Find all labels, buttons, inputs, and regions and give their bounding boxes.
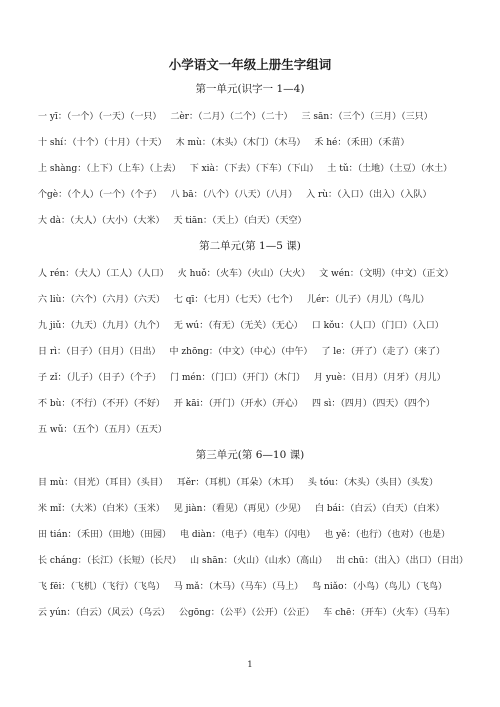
word-line [38, 187, 478, 200]
character-entry: 车 chē：（开车）（火车）（马车） [323, 608, 455, 618]
word-line [38, 344, 478, 357]
character-entry: 也 yě：（也行）（也对）（也是） [324, 530, 450, 540]
character-entry: 长 cháng：（长江）（长短）（长尺） [38, 556, 182, 566]
character-entry: 大 dà：（大人）（大小）（大米） [38, 216, 165, 226]
character-entry: 鸟 niǎo：（小鸟）（鸟儿）（飞鸟） [312, 582, 447, 592]
character-entry: 飞 fēi：（飞机）（飞行）（飞鸟） [38, 582, 165, 592]
character-entry: 马 mǎ：（木马）（马车）（马上） [173, 582, 304, 592]
character-entry: 开 kāi：（开门）（开水）（开心） [173, 399, 303, 409]
character-entry: 土 tǔ：（土地）（土豆）（水土） [327, 164, 453, 174]
word-line [38, 266, 478, 279]
character-entry: 田 tián：（禾田）（田地）（田园） [38, 530, 172, 540]
word-line [38, 475, 478, 488]
character-entry: 公gōng：（公平）（公开）（公正） [179, 608, 315, 618]
word-line [38, 292, 478, 305]
character-entry: 儿ér：（儿子）（月儿）（鸟儿） [306, 295, 430, 305]
character-entry: 火 huǒ：（火车）（火山）（大火） [177, 269, 311, 279]
word-line [38, 605, 478, 618]
character-entry: 无 wú：（有无）（无关）（无心） [173, 321, 303, 331]
character-entry: 目 mù：（目光）（耳目）（头目） [38, 478, 168, 488]
character-entry: 门 mén：（门口）（开门）（木门） [169, 373, 306, 383]
character-entry: 六 liù：（六个）（六月）（六天） [38, 295, 165, 305]
unit-heading: 第二单元(第 1—5 课) [199, 240, 301, 252]
character-entry: 不 bù：（不行）（不开）（不好） [38, 399, 165, 409]
word-line [38, 527, 478, 540]
word-line [38, 161, 478, 174]
character-entry: 口 kǒu：（人口）（门口）（入口） [311, 321, 444, 331]
character-entry: 云 yún：（白云）（风云）（乌云） [38, 608, 171, 618]
character-entry: 五 wǔ：（五个）（五月）（五天） [38, 425, 167, 435]
character-entry: 山 shān：（火山）（山水）（高山） [190, 556, 328, 566]
character-entry: 八 bā：（八个）（八天）（八月） [170, 190, 298, 200]
document-title: 小学语文一年级上册生字组词 [168, 57, 332, 72]
character-entry: 耳ěr：（耳机）（耳朵）（木耳） [176, 478, 299, 488]
character-entry: 七 qī：（七月）（七天）（七个） [173, 295, 298, 305]
character-entry: 日 rì：（日子）（日月）（日出） [38, 347, 161, 357]
character-entry: 三 sān：（三个）（三月）（三只） [301, 112, 433, 122]
character-entry: 九 jiǔ：（九天）（九月）（九个） [38, 321, 165, 331]
character-entry: 见 jiàn：（看见）（再见）（少见） [173, 504, 306, 514]
character-entry: 人 rén：（大人）（工人）（人口） [38, 269, 169, 279]
character-entry: 上 shàng：（上下）（上车）（上去） [38, 164, 181, 174]
character-entry: 下 xià：（下去）（下车）（下山） [189, 164, 319, 174]
word-line [38, 553, 478, 566]
character-entry: 一 yī：（一个）（一天）（一只） [38, 112, 162, 122]
word-line [38, 396, 478, 409]
page-number: 1 [247, 660, 253, 670]
word-line [38, 370, 478, 383]
character-entry: 二èr：（二月）（二个）（二十） [170, 112, 293, 122]
character-entry: 个gè：（个人）（一个）（个子） [38, 190, 162, 200]
character-entry: 入 rù：（入口）（出入）（入队） [306, 190, 432, 200]
unit-heading: 第一单元(识字一 1—4) [195, 83, 305, 95]
character-entry: 了 le：（开了）（走了）（来了） [321, 347, 446, 357]
character-entry: 文 wén：（文明）（中文）（正文） [319, 269, 454, 279]
word-line [38, 318, 478, 331]
character-entry: 中 zhōng：（中文）（中心）（中午） [169, 347, 313, 357]
word-line [38, 109, 478, 122]
character-entry: 天 tiān：（天上）（白天）（天空） [173, 216, 307, 226]
word-line [38, 579, 478, 592]
character-entry: 子 zǐ：（儿子）（日子）（个子） [38, 373, 161, 383]
character-entry: 米 mǐ：（大米）（白米）（玉米） [38, 504, 165, 514]
character-entry: 出 chū：（出入）（出口）（日出） [336, 556, 469, 566]
word-line [38, 422, 478, 435]
character-entry: 月 yuè：（日月）（月牙）（月儿） [314, 373, 446, 383]
unit-heading: 第三单元(第 6—10 课) [195, 449, 305, 461]
word-line [38, 501, 478, 514]
character-entry: 头 tóu：（木头）（头目）（头发） [307, 478, 439, 488]
character-entry: 禾 hé：（禾田）（禾苗） [314, 138, 410, 148]
character-entry: 木 mù：（木头）（木门）（木马） [175, 138, 306, 148]
character-entry: 电 diàn：（电子）（电车）（闪电） [180, 530, 316, 540]
character-entry: 十 shí：（十个）（十月）（十天） [38, 138, 167, 148]
word-line [38, 135, 478, 148]
word-line [38, 213, 478, 226]
character-entry: 白 bái：（白云）（白天）（白米） [314, 504, 445, 514]
character-entry: 四 sì：（四月）（四天）（四个） [311, 399, 435, 409]
